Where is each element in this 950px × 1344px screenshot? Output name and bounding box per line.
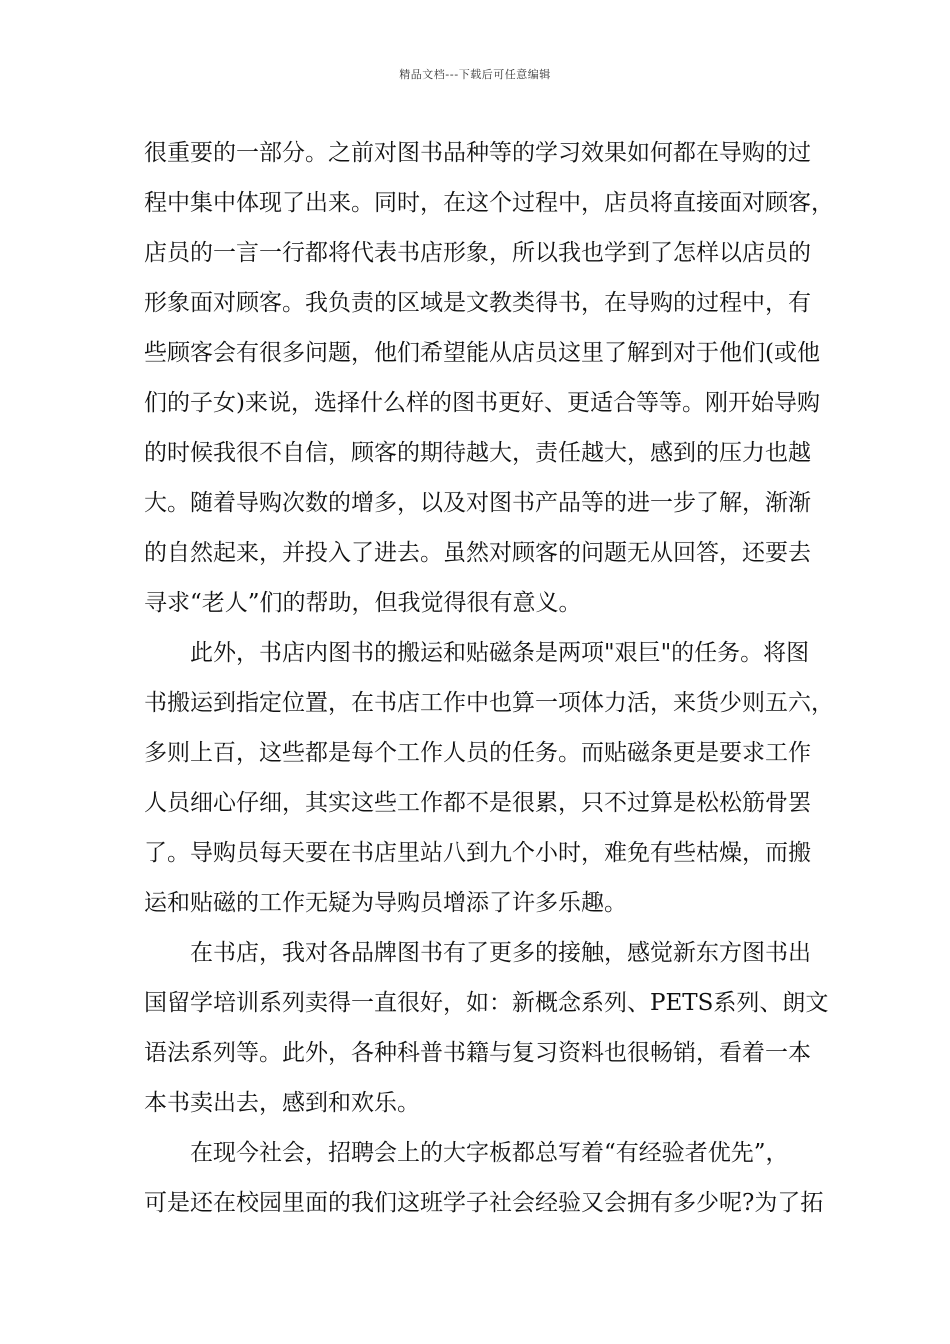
paragraph-3-line: 在书店，我对各品牌图书有了更多的接触，感觉新东方图书出 (190, 940, 811, 966)
paragraph-4-line: 可是还在校园里面的我们这班学子社会经验又会拥有多少呢?为了拓 (144, 1190, 824, 1216)
paragraph-2-line: 书搬运到指定位置，在书店工作中也算一项体力活，来货少则五六， (144, 690, 834, 716)
paragraph-1-line: 形象面对顾客。我负责的区域是文教类得书，在导购的过程中，有 (144, 290, 811, 316)
document-body (144, 128, 834, 1228)
paragraph-2-line: 此外，书店内图书的搬运和贴磁条是两项"艰巨"的任务。将图 (190, 640, 810, 666)
paragraph-3-line: 国留学培训系列卖得一直很好，如：新概念系列、PETS系列、朗文 (144, 990, 829, 1016)
paragraph-1-line: 寻求“老人”们的帮助，但我觉得很有意义。 (144, 590, 582, 616)
paragraph-2-line: 运和贴磁的工作无疑为导购员增添了许多乐趣。 (144, 890, 627, 916)
paragraph-1-line: 程中集中体现了出来。同时，在这个过程中，店员将直接面对顾客， (144, 190, 834, 216)
paragraph-1-line: 们的子女)来说，选择什么样的图书更好、更适合等等。刚开始导购 (144, 390, 820, 416)
paragraph-4-line: 在现今社会，招聘会上的大字板都总写着“有经验者优先”， (190, 1140, 789, 1166)
paragraph-1-line: 些顾客会有很多问题，他们希望能从店员这里了解到对于他们(或他 (144, 340, 820, 366)
paragraph-2-line: 人员细心仔细，其实这些工作都不是很累，只不过算是松松筋骨罢 (144, 790, 811, 816)
paragraph-2-line: 了。导购员每天要在书店里站八到九个小时，难免有些枯燥，而搬 (144, 840, 811, 866)
paragraph-1-line: 大。随着导购次数的增多，以及对图书产品等的进一步了解，渐渐 (144, 490, 811, 516)
paragraph-1-line: 店员的一言一行都将代表书店形象，所以我也学到了怎样以店员的 (144, 240, 811, 266)
paragraph-3-line: 本书卖出去，感到和欢乐。 (144, 1090, 420, 1116)
paragraph-3-line: 语法系列等。此外，各种科普书籍与复习资料也很畅销，看着一本 (144, 1040, 811, 1066)
paragraph-1-line: 的自然起来，并投入了进去。虽然对顾客的问题无从回答，还要去 (144, 540, 811, 566)
page-header: 精品文档---下载后可任意编辑 (399, 68, 551, 81)
paragraph-2-line: 多则上百，这些都是每个工作人员的任务。而贴磁条更是要求工作 (144, 740, 811, 766)
paragraph-1-line: 的时候我很不自信，顾客的期待越大，责任越大，感到的压力也越 (144, 440, 811, 466)
paragraph-1-line: 很重要的一部分。之前对图书品种等的学习效果如何都在导购的过 (144, 140, 811, 166)
